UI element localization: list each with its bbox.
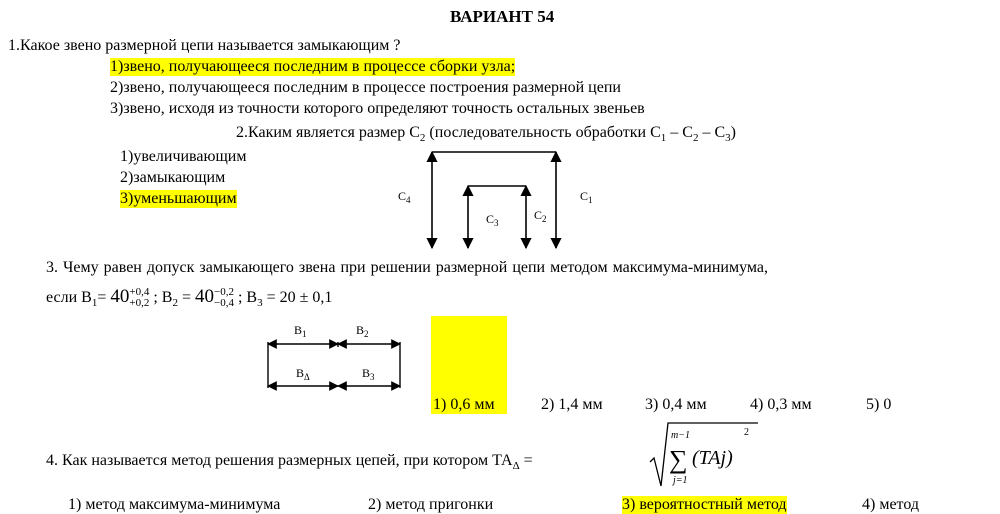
label-c4: $С_4$ — [398, 189, 411, 205]
label-b2: $В_2$ — [356, 323, 369, 339]
label-c2: $С_2$ — [534, 208, 547, 224]
label-b1: $В_1$ — [294, 323, 307, 339]
q3-answer-1[interactable]: 1) 0,6 мм — [433, 396, 495, 413]
q4-answer-1[interactable]: 1) метод максимума-минимума — [68, 496, 281, 513]
variant-title: ВАРИАНТ 54 — [450, 7, 555, 26]
dimension-chain-c-diagram — [390, 148, 610, 258]
q4-answer-4[interactable]: 4) метод — [862, 496, 920, 513]
question-3-text: 3. Чему равен допуск замыкающего звена при решении размерной цепи методом максимума-минимума, — [46, 259, 768, 276]
q3-answer-3[interactable]: 3) 0,4 мм — [645, 396, 707, 413]
q2-option-3[interactable]: 3)уменьшающим — [120, 190, 237, 207]
q1-option-3[interactable]: 3)звено, исходя из точности которого определяют точность остальных звеньев — [110, 100, 645, 117]
svg-text:m−1: m−1 — [671, 430, 690, 441]
question-3-values: если $В_1= 40$ +0,4 +0,2 ; $В_2 = 40$ −0,2 −0,4 ; $В_3 = 20 \pm 0,1$ — [46, 286, 333, 310]
q2-option-2[interactable]: 2)замыкающим — [120, 169, 226, 186]
q3-answer-4[interactable]: 4) 0,3 мм — [750, 396, 812, 413]
q4-answer-2[interactable]: 2) метод пригонки — [368, 496, 494, 513]
q1-option-2[interactable]: 2)звено, получающееся последним в процессе построения размерной цепи — [110, 79, 621, 96]
svg-text:(TAj): (TAj) — [692, 447, 733, 469]
q3-answer-2[interactable]: 2) 1,4 мм — [541, 396, 603, 413]
q3-answer-5[interactable]: 5) 0 — [866, 396, 892, 413]
question-4-text: 4. Как называется метод решения размерных цепей, при котором $ТА_\Delta$ = — [46, 452, 533, 473]
question-2-text: 2.Каким является размер $С_2$ (последовательность обработки $С_1 - С_2 - С_3$) — [236, 124, 736, 145]
label-b3: $В_3$ — [362, 366, 375, 382]
label-bdelta: $В_\Delta$ — [296, 366, 310, 382]
q1-option-1[interactable]: 1)звено, получающееся последним в процессе сборки узла; — [110, 58, 516, 75]
dimension-chain-b-diagram — [258, 320, 408, 395]
label-c1: $С_1$ — [580, 189, 593, 205]
q2-option-1[interactable]: 1)увеличивающим — [120, 148, 247, 165]
label-c3: $С_3$ — [486, 212, 499, 228]
svg-text:∑: ∑ — [669, 445, 688, 474]
svg-text:j=1: j=1 — [673, 475, 688, 486]
svg-text:2: 2 — [744, 427, 749, 438]
tolerance-formula — [648, 420, 763, 490]
question-1-text: 1.Какое звено размерной цепи называется замыкающим ? — [8, 37, 401, 54]
q4-answer-3[interactable]: 3) вероятностный метод — [622, 496, 787, 513]
